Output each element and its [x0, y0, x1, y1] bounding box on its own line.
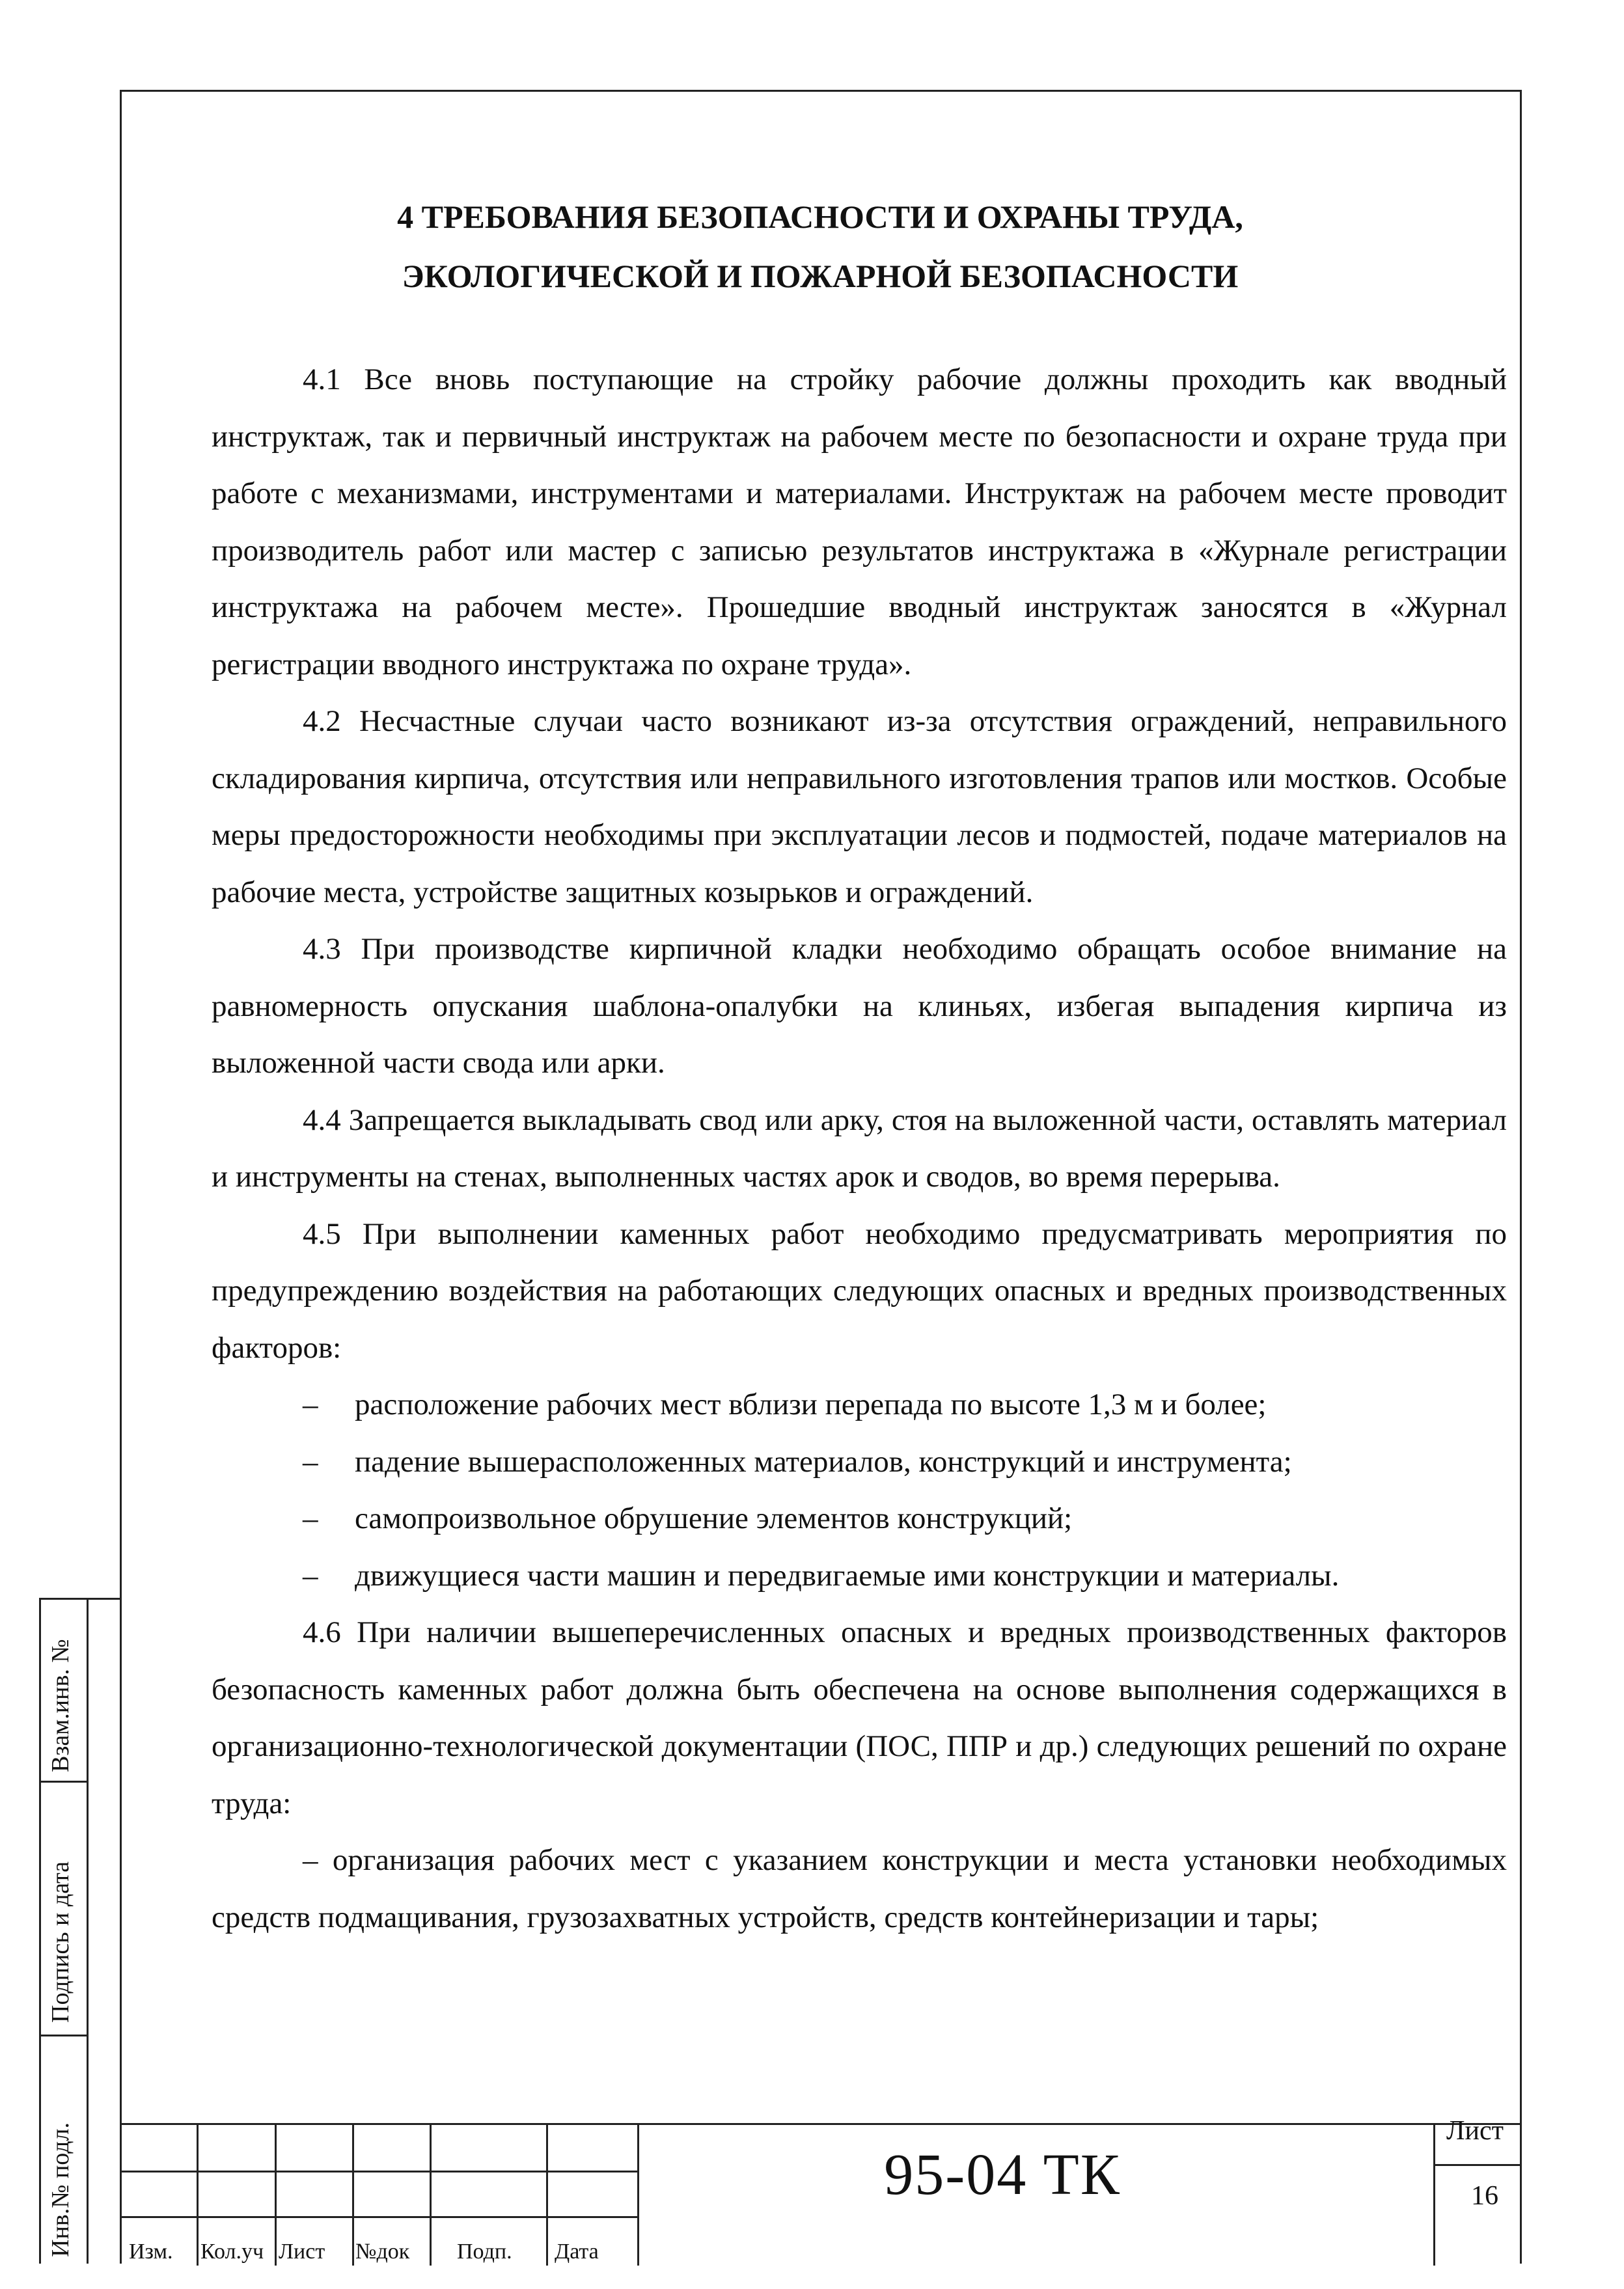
title-block-col-line — [352, 2125, 354, 2266]
header-n-dok: №док — [355, 2240, 410, 2264]
stamp-vzam-label: Взам.инв. № — [47, 1639, 74, 1772]
document-code: 95-04 ТК — [884, 2143, 1121, 2207]
paragraph-4-4: 4.4 Запрещается выкладывать свод или арку, стоя на выложенной части, оставлять материал и инструменты на стенах, выполненных частях арок и сводов, во время перерыва. — [212, 1103, 1507, 1194]
title-block-row-line — [1433, 2164, 1521, 2166]
paragraph-4-5: 4.5 При выполнении каменных работ необходимо предусматривать мероприятия по предупреждению воздействия на работающих следующих опасных и вредных производственных факторов: — [212, 1216, 1507, 1365]
title-block-col-line — [430, 2125, 432, 2266]
title-block-col-line — [546, 2125, 548, 2266]
stamp-podpis-label: Подпись и дата — [47, 1861, 74, 2023]
title-block-col-line — [637, 2125, 639, 2266]
paragraph-4-2: 4.2 Несчастные случаи часто возникают из-за отсутствия ограждений, неправильного складирования кирпича, отсутствия или неправильного изготовления трапов или мостков. Особые меры предосторожности необходимы при эксплуатации лесов и подмостей, подаче материалов на рабочие места, устройстве защитных козырьков и ограждений. — [212, 704, 1507, 909]
page-frame-top — [120, 90, 1521, 92]
paragraph-4-3: 4.3 При производстве кирпичной кладки необходимо обращать особое внимание на равномерность опускания шаблона-опалубки на клиньях, избегая выпадения кирпича из выложенной части свода или арки. — [212, 932, 1507, 1080]
heading-line-2: ЭКОЛОГИЧЕСКОЙ И ПОЖАРНОЙ БЕЗОПАСНОСТИ — [402, 258, 1239, 294]
list-item — [212, 1832, 1507, 1946]
stamp-inv-label: Инв.№ подл. — [47, 2122, 74, 2257]
title-block-col-line — [197, 2125, 199, 2266]
dash-marker: – — [303, 1843, 318, 1877]
header-data: Дата — [555, 2240, 599, 2264]
stamp-divider — [41, 2035, 87, 2036]
list-item-text: организация рабочих мест с указанием конструкции и места установки необходимых средств подмащивания, грузозахватных устройств, средств контейнеризации и тары; — [212, 1843, 1507, 1934]
heading-line-1: 4 ТРЕБОВАНИЯ БЕЗОПАСНОСТИ И ОХРАНЫ ТРУДА, — [397, 199, 1243, 235]
list-item-text: расположение рабочих мест вблизи перепада по высоте 1,3 м и более; — [355, 1388, 1267, 1421]
list-item — [212, 1434, 1507, 1491]
list-item — [212, 1548, 1507, 1605]
dash-marker: – — [303, 1501, 318, 1535]
stamp-divider — [41, 1781, 87, 1783]
margin-stamp — [39, 1598, 122, 2264]
paragraph-4-6: 4.6 При наличии вышеперечисленных опасных и вредных производственных факторов безопасность каменных работ должна быть обеспечена на основе выполнения содержащихся в организационно-технологической документации (ПОС, ППР и др.) следующих решений по охране труда: — [212, 1615, 1507, 1820]
header-izm: Изм. — [129, 2240, 173, 2264]
header-podp: Подп. — [457, 2240, 512, 2264]
title-block-col-line — [1433, 2125, 1435, 2266]
title-block-col-line — [275, 2125, 277, 2266]
list-item-text: движущиеся части машин и передвигаемые ими конструкции и материалы. — [355, 1558, 1340, 1593]
list-item — [212, 1490, 1507, 1548]
list-item-text: падение вышерасположенных материалов, конструкций и инструмента; — [355, 1444, 1292, 1479]
list-item — [212, 1377, 1507, 1434]
dash-marker: – — [303, 1388, 318, 1421]
paragraph-4-1: 4.1 Все вновь поступающие на стройку рабочие должны проходить как вводный инструктаж, так и первичный инструктаж на рабочем месте по безопасности и охране труда при работе с механизмами, инструментами и материалами. Инструктаж на рабочем месте проводит производитель работ или мастер с записью результатов инструктажа в «Журнале регистрации инструктажа на рабочем месте». Прошедшие вводный инструктаж заносятся в «Журнал регистрации вводного инструктажа по охране труда». — [212, 363, 1507, 681]
body-text — [212, 351, 1507, 1946]
list-item-text: самопроизвольное обрушение элементов конструкций; — [355, 1501, 1073, 1535]
header-list: Лист — [279, 2240, 325, 2264]
header-kol-uch: Кол.уч — [200, 2240, 264, 2264]
page-frame-right — [1520, 90, 1522, 2264]
sheet-label: Лист — [1446, 2116, 1504, 2146]
dash-marker: – — [303, 1558, 318, 1593]
section-heading — [120, 187, 1521, 306]
dash-marker: – — [303, 1444, 318, 1479]
sheet-number: 16 — [1471, 2181, 1498, 2211]
